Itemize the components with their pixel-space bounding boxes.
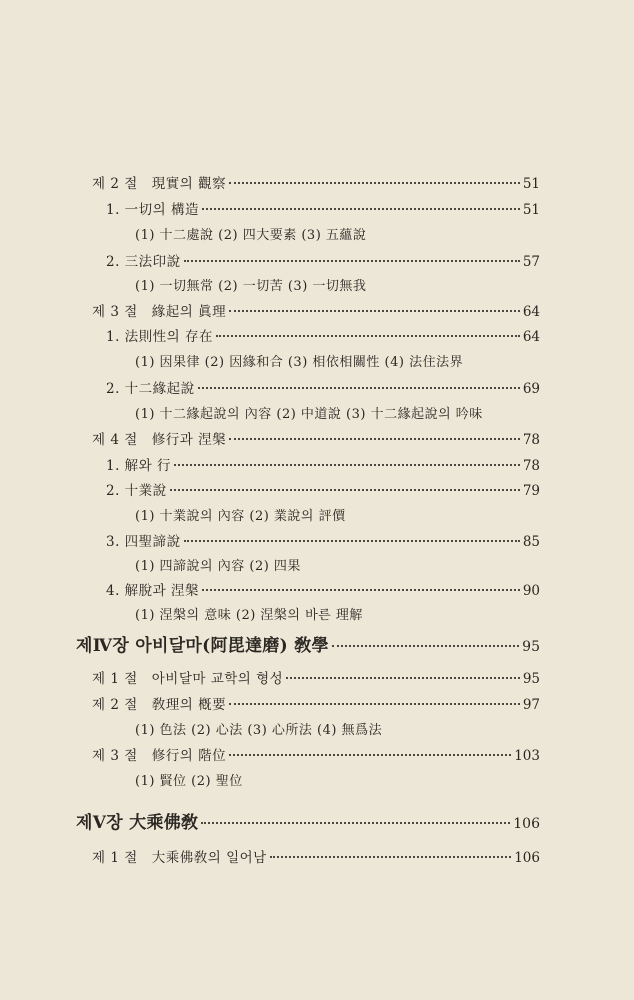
toc-page-number: 78 bbox=[522, 458, 540, 474]
toc-label: 2. 三法印說 bbox=[106, 254, 181, 270]
toc-page-number: 95 bbox=[522, 671, 540, 687]
toc-subitem-line: (1) 十業說의 內容 (2) 業說의 評價 bbox=[135, 509, 346, 524]
toc-label: 제 3 절 修行의 階位 bbox=[92, 748, 227, 764]
dot-leader bbox=[174, 464, 520, 466]
toc-section bbox=[92, 744, 540, 764]
toc-page-number: 64 bbox=[522, 329, 540, 345]
toc-subitem-line: (1) 四諦說의 內容 (2) 四果 bbox=[135, 559, 301, 574]
dot-leader bbox=[184, 260, 520, 262]
dot-leader bbox=[198, 387, 520, 389]
dot-leader bbox=[229, 182, 520, 184]
toc-label: 제 1 절 아비달마 교학의 형성 bbox=[92, 671, 284, 687]
toc-page-number: 95 bbox=[522, 639, 540, 655]
toc-subsection bbox=[106, 325, 540, 345]
toc-subitem-line: (1) 色法 (2) 心法 (3) 心所法 (4) 無爲法 bbox=[135, 723, 383, 738]
toc-subitem-line: (1) 十二緣起說의 內容 (2) 中道說 (3) 十二緣起說의 吟味 bbox=[135, 407, 483, 422]
toc-section bbox=[92, 667, 540, 687]
toc-subsection bbox=[106, 530, 540, 550]
toc-label: 1. 解와 行 bbox=[106, 458, 172, 474]
toc-subitem-line: (1) 十二處說 (2) 四大要素 (3) 五蘊說 bbox=[135, 228, 367, 243]
toc-subsection bbox=[106, 579, 540, 599]
dot-leader bbox=[270, 856, 512, 858]
toc-section bbox=[92, 693, 540, 713]
toc-chapter bbox=[76, 631, 540, 656]
toc-label: 제 2 절 現實의 觀察 bbox=[92, 176, 227, 192]
toc-page-number: 51 bbox=[522, 202, 540, 218]
toc-subitem-line: (1) 賢位 (2) 聖位 bbox=[135, 774, 243, 789]
toc-section bbox=[92, 428, 540, 448]
toc-label: 2. 十二緣起說 bbox=[106, 381, 195, 397]
dot-leader bbox=[229, 310, 520, 312]
toc-subitem-line: (1) 一切無常 (2) 一切苦 (3) 一切無我 bbox=[135, 279, 367, 294]
toc-page-number: 106 bbox=[514, 850, 540, 866]
toc-page-number: 85 bbox=[522, 534, 540, 550]
dot-leader bbox=[202, 208, 520, 210]
toc-page-number: 57 bbox=[522, 254, 540, 270]
toc-page-number: 78 bbox=[522, 432, 540, 448]
toc-label: 1. 一切의 構造 bbox=[106, 202, 200, 218]
toc-label: 3. 四聖諦說 bbox=[106, 534, 181, 550]
toc-label: 제 2 절 敎理의 槪要 bbox=[92, 697, 227, 713]
toc-chapter bbox=[76, 808, 540, 833]
dot-leader bbox=[286, 677, 520, 679]
dot-leader bbox=[229, 703, 520, 705]
toc-page-number: 69 bbox=[522, 381, 540, 397]
toc-section bbox=[92, 300, 540, 320]
toc-section bbox=[92, 172, 540, 192]
toc-page-number: 51 bbox=[522, 176, 540, 192]
toc-label: 1. 法則性의 存在 bbox=[106, 329, 214, 345]
toc-page-number: 79 bbox=[522, 483, 540, 499]
toc-page-number: 106 bbox=[513, 816, 540, 832]
toc-label: 제Ⅳ장 아비달마(阿毘達磨) 敎學 bbox=[76, 636, 329, 656]
dot-leader bbox=[332, 645, 519, 647]
dot-leader bbox=[229, 438, 520, 440]
dot-leader bbox=[216, 335, 520, 337]
dot-leader bbox=[229, 754, 511, 756]
dot-leader bbox=[202, 589, 520, 591]
toc-subitem-line: (1) 因果律 (2) 因緣和合 (3) 相依相關性 (4) 法住法界 bbox=[135, 355, 464, 370]
toc-label: 제Ⅴ장 大乘佛敎 bbox=[76, 813, 199, 833]
toc-section bbox=[92, 846, 540, 866]
dot-leader bbox=[184, 540, 520, 542]
toc-label: 4. 解脫과 涅槃 bbox=[106, 583, 200, 599]
toc-label: 제 1 절 大乘佛敎의 일어남 bbox=[92, 850, 267, 866]
toc-subsection bbox=[106, 198, 540, 218]
toc-page-number: 97 bbox=[522, 697, 540, 713]
dot-leader bbox=[170, 489, 520, 491]
dot-leader bbox=[201, 822, 510, 824]
toc-label: 제 4 절 修行과 涅槃 bbox=[92, 432, 227, 448]
toc-page-number: 103 bbox=[514, 748, 540, 764]
toc-label: 2. 十業說 bbox=[106, 483, 167, 499]
toc-subsection bbox=[106, 250, 540, 270]
toc-label: 제 3 절 緣起의 眞理 bbox=[92, 304, 227, 320]
toc-subsection bbox=[106, 479, 540, 499]
toc-page-number: 64 bbox=[522, 304, 540, 320]
toc-subitem-line: (1) 涅槃의 意味 (2) 涅槃의 바른 理解 bbox=[135, 608, 363, 623]
toc-subsection bbox=[106, 454, 540, 474]
toc-page-number: 90 bbox=[522, 583, 540, 599]
toc-subsection bbox=[106, 377, 540, 397]
